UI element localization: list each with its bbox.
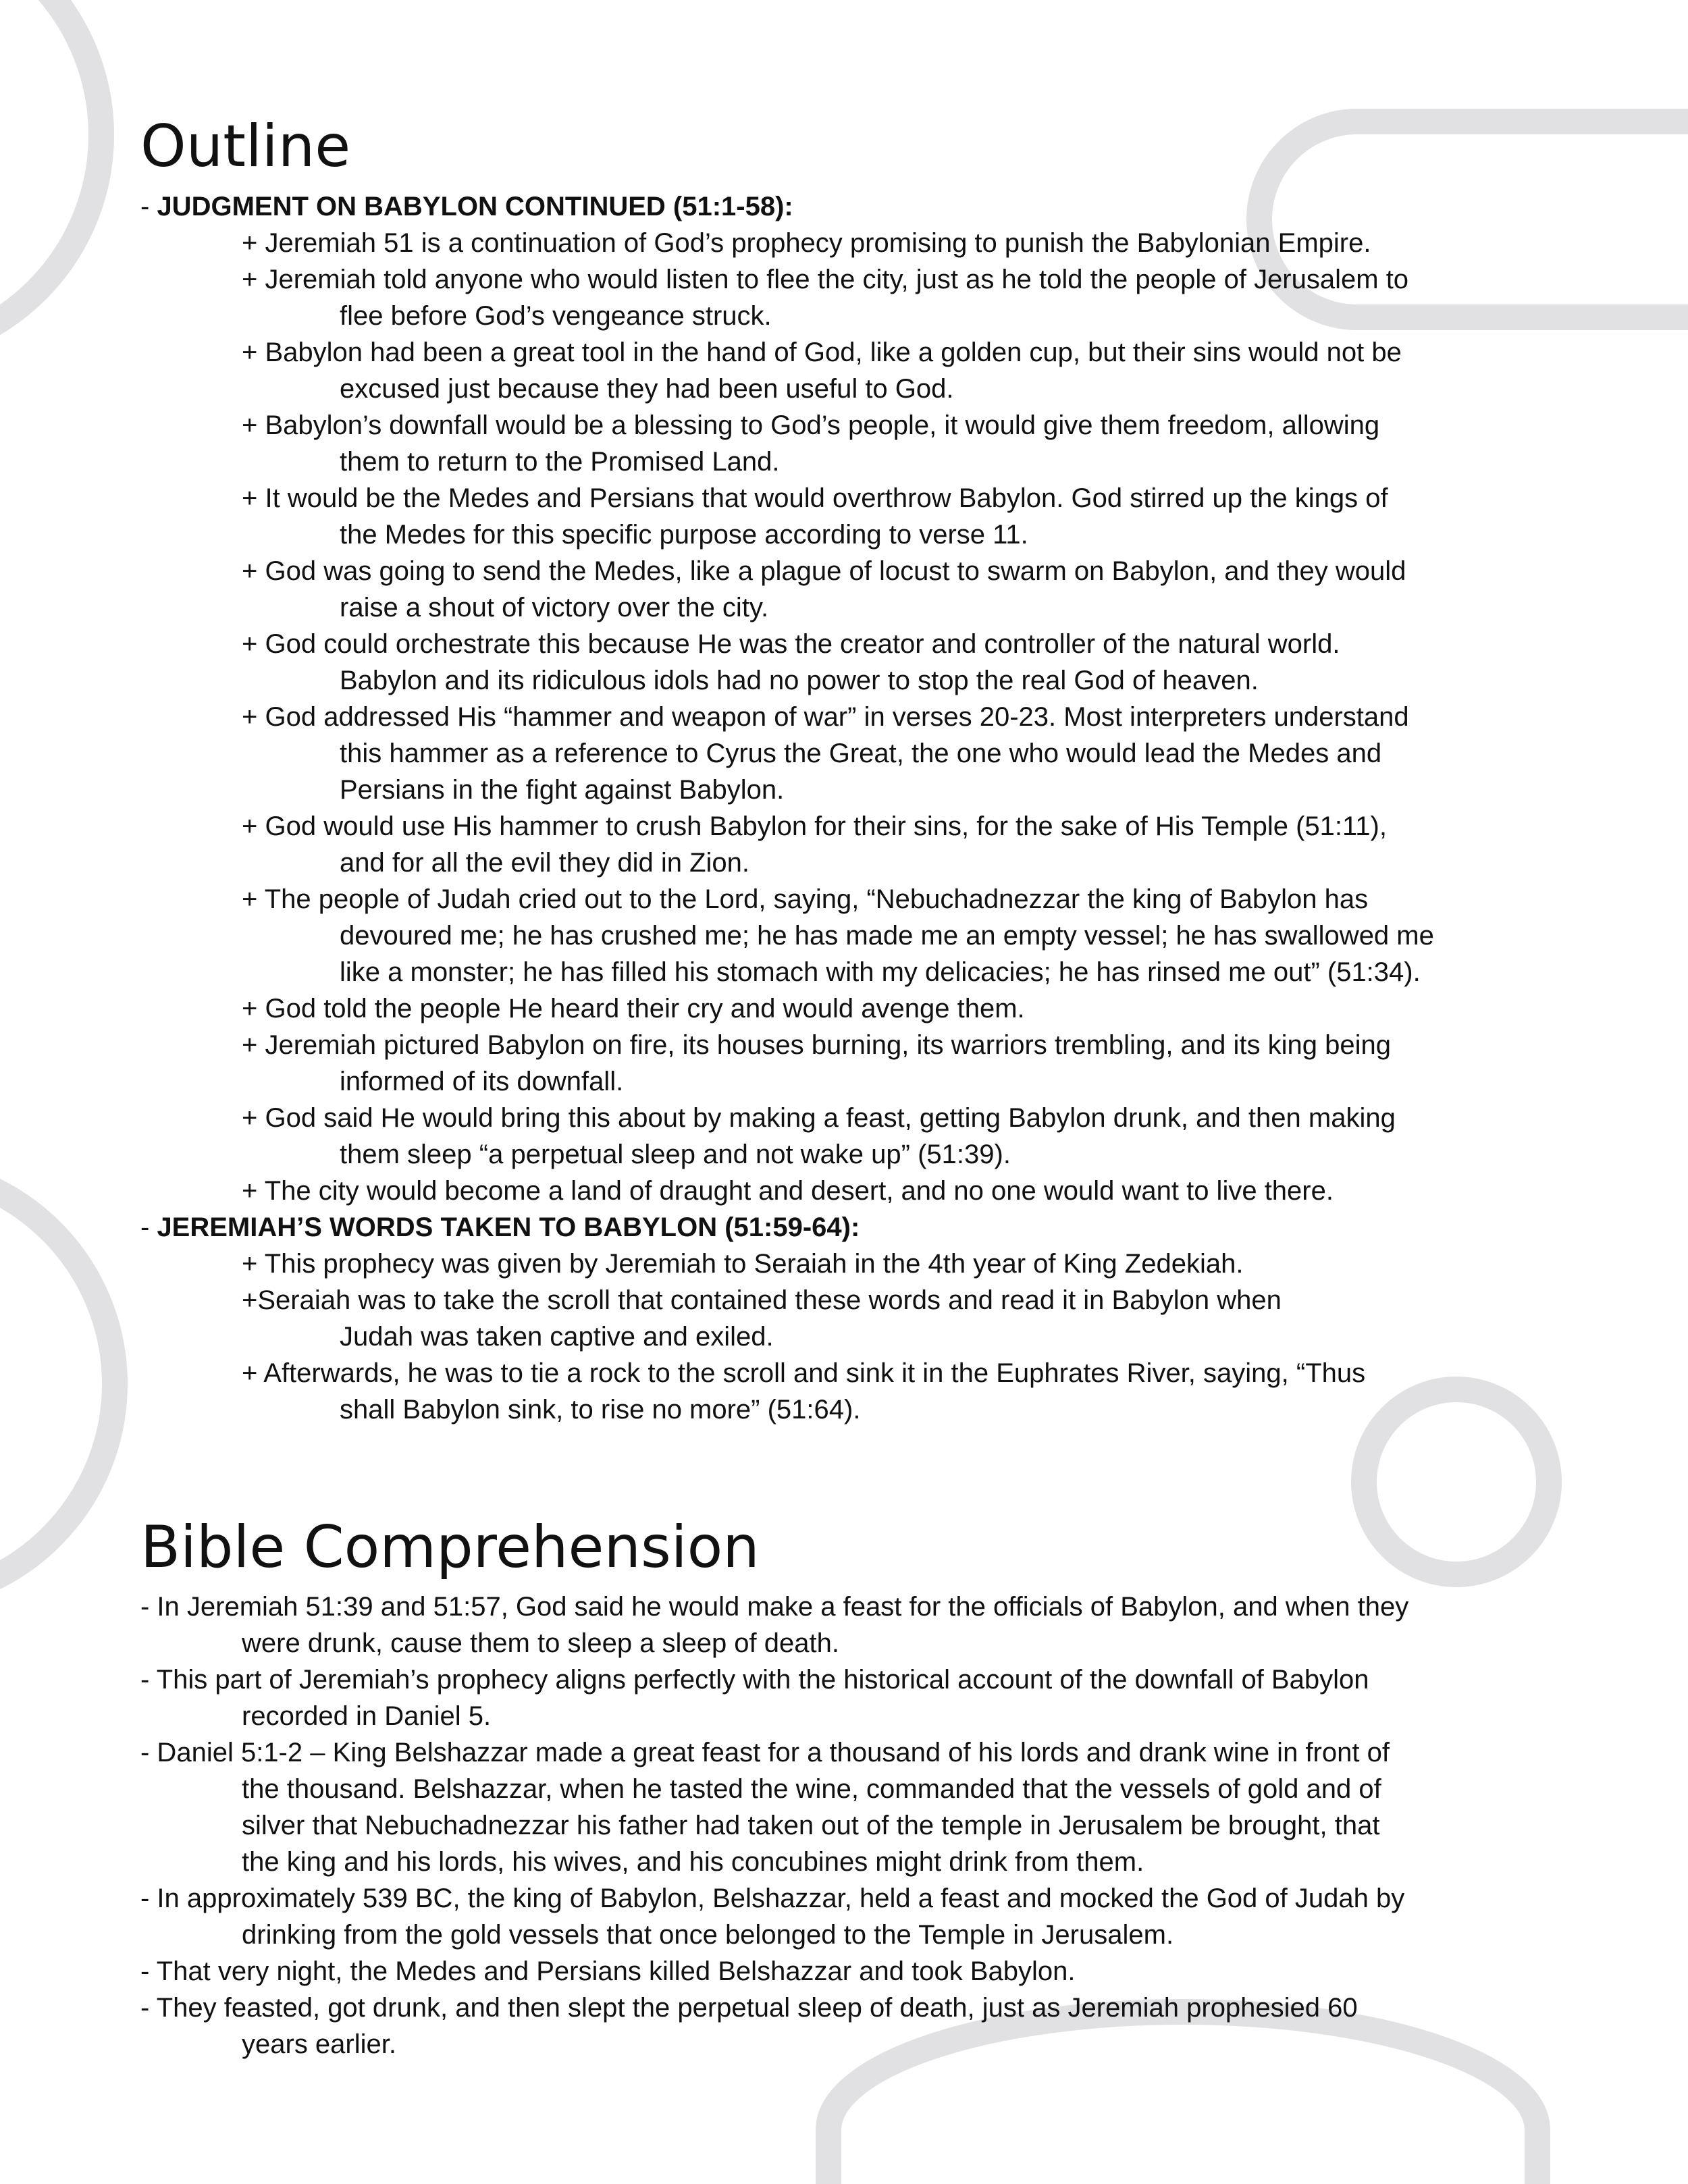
outline-point-line: + God told the people He heard their cry and would avenge them.	[242, 993, 1025, 1023]
outline-point	[140, 261, 1572, 334]
outline-point-line: + Jeremiah told anyone who would listen to flee the city, just as he told the people of Jerusalem to	[242, 264, 1409, 294]
outline-point	[140, 480, 1572, 553]
outline-body	[140, 188, 1572, 1428]
outline-point	[140, 626, 1572, 699]
outline-point	[140, 881, 1572, 990]
outline-point	[140, 407, 1572, 480]
outline-point-line: devoured me; he has crushed me; he has made me an empty vessel; he has swallowed me	[340, 920, 1434, 951]
comprehension-point-line: the thousand. Belshazzar, when he tasted the wine, commanded that the vessels of gold and of	[242, 1774, 1381, 1805]
outline-point-line: + Jeremiah pictured Babylon on fire, its houses burning, its warriors trembling, and its king being	[242, 1030, 1391, 1060]
outline-point-line: Babylon and its ridiculous idols had no power to stop the real God of heaven.	[340, 665, 1259, 695]
outline-point-line: + God could orchestrate this because He was the creator and controller of the natural world.	[242, 629, 1340, 659]
outline-point-line: + Jeremiah 51 is a continuation of God’s prophecy promising to punish the Babylonian Empire.	[242, 228, 1371, 258]
comprehension-point	[140, 1990, 1572, 2062]
page-content	[140, 115, 1572, 2062]
outline-point-line: this hammer as a reference to Cyrus the Great, the one who would lead the Medes and	[340, 738, 1382, 768]
outline-point-line: + The city would become a land of draught and desert, and no one would want to live there.	[242, 1175, 1334, 1206]
outline-point	[140, 1282, 1572, 1355]
outline-point-line: + God addressed His “hammer and weapon of war” in verses 20-23. Most interpreters understand	[242, 701, 1409, 732]
comprehension-point-line: - That very night, the Medes and Persians killed Belshazzar and took Babylon.	[140, 1956, 1076, 1987]
outline-point	[140, 225, 1572, 261]
outline-point-line: + This prophecy was given by Jeremiah to Seraiah in the 4th year of King Zedekiah.	[242, 1248, 1244, 1279]
outline-point	[140, 334, 1572, 407]
outline-point-line: + Babylon had been a great tool in the hand of God, like a golden cup, but their sins would not be	[242, 337, 1402, 367]
outline-point	[140, 1100, 1572, 1173]
outline-point-line: shall Babylon sink, to rise no more” (51:64).	[340, 1394, 861, 1424]
outline-point-line: + God was going to send the Medes, like a plague of locust to swarm on Babylon, and they would	[242, 556, 1406, 586]
comprehension-point-line: the king and his lords, his wives, and his concubines might drink from them.	[242, 1847, 1144, 1877]
outline-point-line: excused just because they had been useful to God.	[340, 373, 954, 404]
outline-section-header: - JEREMIAH’S WORDS TAKEN TO BABYLON (51:59-64):	[140, 1212, 860, 1242]
comprehension-point	[140, 1661, 1572, 1734]
decor-arc-top-left	[0, 0, 101, 354]
outline-point-line: and for all the evil they did in Zion.	[340, 847, 750, 878]
comprehension-point	[140, 1953, 1572, 1990]
outline-point-line: them to return to the Promised Land.	[340, 446, 780, 477]
comprehension-point-line: - In Jeremiah 51:39 and 51:57, God said he would make a feast for the officials of Babylon, and when they	[140, 1592, 1409, 1622]
section-spacer	[140, 1428, 1572, 1516]
outline-point-line: like a monster; he has filled his stomach with my delicacies; he has rinsed me out” (51:34).	[340, 957, 1421, 987]
comprehension-point-line: - Daniel 5:1-2 – King Belshazzar made a great feast for a thousand of his lords and drank wine in front of	[140, 1738, 1390, 1768]
outline-heading: Outline	[140, 113, 351, 180]
outline-point-line: them sleep “a perpetual sleep and not wake up” (51:39).	[340, 1139, 1011, 1169]
outline-point-line: the Medes for this specific purpose according to verse 11.	[340, 519, 1028, 550]
comprehension-point	[140, 1589, 1572, 1661]
outline-point-line: + God would use His hammer to crush Babylon for their sins, for the sake of His Temple (51:11),	[242, 811, 1387, 841]
decor-arc-mid-left	[0, 1168, 115, 1600]
outline-point	[140, 1246, 1572, 1282]
comprehension-point-line: - They feasted, got drunk, and then slept the perpetual sleep of death, just as Jeremiah prophesied 60	[140, 1993, 1358, 2023]
outline-section-title: JEREMIAH’S WORDS TAKEN TO BABYLON (51:59-64):	[157, 1212, 860, 1242]
outline-point	[140, 990, 1572, 1027]
comprehension-point-line: were drunk, cause them to sleep a sleep of death.	[242, 1628, 839, 1659]
outline-section-header: - JUDGMENT ON BABYLON CONTINUED (51:1-58):	[140, 191, 793, 221]
outline-point-line: flee before God’s vengeance struck.	[340, 300, 772, 331]
outline-point-line: raise a shout of victory over the city.	[340, 592, 769, 622]
comprehension-point-line: - In approximately 539 BC, the king of Babylon, Belshazzar, held a feast and mocked the God of Judah by	[140, 1884, 1405, 1914]
outline-point-line: + God said He would bring this about by making a feast, getting Babylon drunk, and then making	[242, 1102, 1396, 1133]
outline-point	[140, 1173, 1572, 1209]
outline-point-line: + Babylon’s downfall would be a blessing to God’s people, it would give them freedom, allowing	[242, 410, 1380, 440]
outline-point-line: + It would be the Medes and Persians that would overthrow Babylon. God stirred up the kings of	[242, 483, 1388, 513]
outline-point-line: + The people of Judah cried out to the Lord, saying, “Nebuchadnezzar the king of Babylon has	[242, 884, 1369, 914]
comprehension-point	[140, 1734, 1572, 1880]
comprehension-point-line: years earlier.	[242, 2029, 396, 2060]
comprehension-point-line: recorded in Daniel 5.	[242, 1701, 492, 1732]
outline-point	[140, 553, 1572, 626]
outline-point-line: Judah was taken captive and exiled.	[340, 1321, 774, 1352]
comprehension-point-line: silver that Nebuchadnezzar his father had taken out of the temple in Jerusalem be brought, that	[242, 1811, 1380, 1841]
comprehension-point-line: - This part of Jeremiah’s prophecy aligns perfectly with the historical account of the downfall of Babylon	[140, 1665, 1369, 1695]
outline-point-line: + Afterwards, he was to tie a rock to the scroll and sink it in the Euphrates River, saying, “Thus	[242, 1358, 1366, 1388]
outline-point	[140, 699, 1572, 808]
comprehension-body	[140, 1589, 1572, 2062]
outline-point	[140, 1355, 1572, 1428]
outline-section-title: JUDGMENT ON BABYLON CONTINUED (51:1-58):	[157, 191, 793, 221]
outline-point-line: +Seraiah was to take the scroll that contained these words and read it in Babylon when	[242, 1285, 1282, 1315]
outline-point-line: Persians in the fight against Babylon.	[340, 774, 785, 805]
outline-point-line: informed of its downfall.	[340, 1066, 624, 1096]
outline-point	[140, 1027, 1572, 1100]
comprehension-heading: Bible Comprehension	[140, 1513, 760, 1581]
comprehension-point	[140, 1880, 1572, 1953]
comprehension-point-line: drinking from the gold vessels that once belonged to the Temple in Jerusalem.	[242, 1920, 1174, 1950]
outline-point	[140, 808, 1572, 881]
